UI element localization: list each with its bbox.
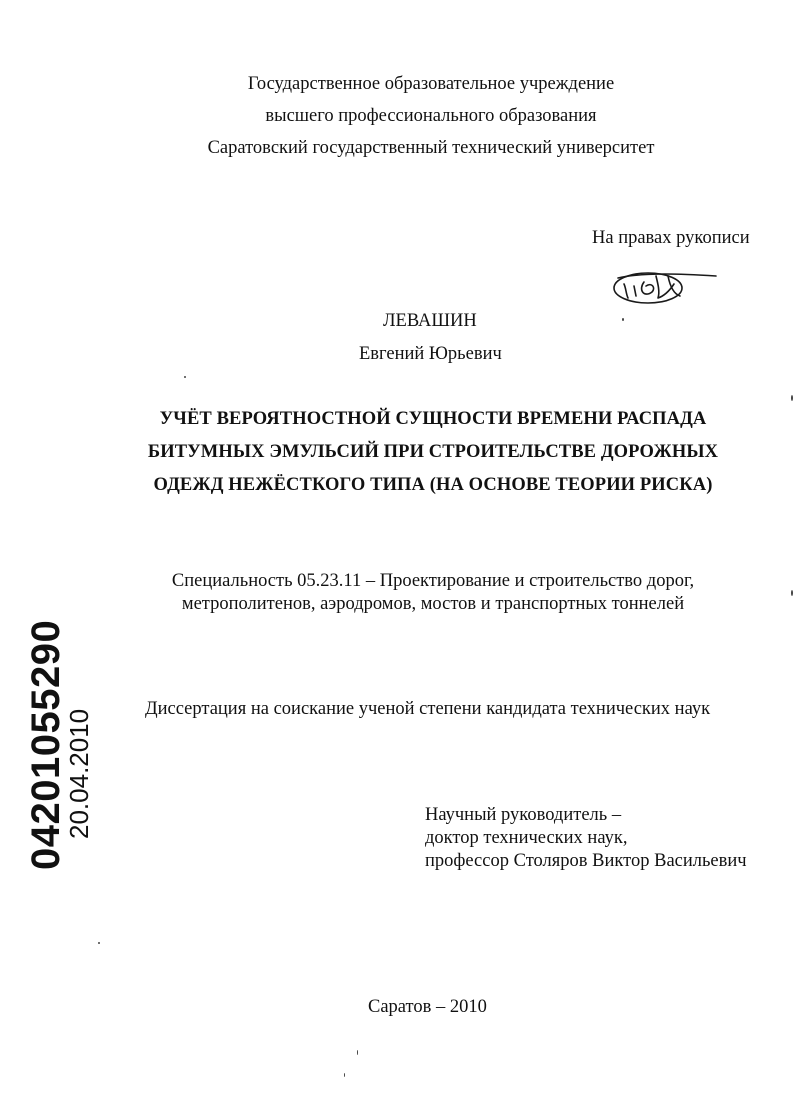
- specialty-line-1: Специальность 05.23.11 – Проектирование и строительство дорог,: [171, 571, 695, 591]
- scan-speck: [98, 942, 100, 944]
- institution-line-1: Государственное образовательное учреждение: [247, 74, 615, 94]
- scan-speck: [344, 1073, 345, 1077]
- supervisor-line-3: профессор Столяров Виктор Васильевич: [425, 851, 747, 871]
- manuscript-note: На правах рукописи: [592, 228, 750, 248]
- scan-speck: [184, 376, 186, 378]
- specialty-line-2: метрополитенов, аэродромов, мостов и транспортных тоннелей: [181, 594, 685, 614]
- title-line-1: УЧЁТ ВЕРОЯТНОСТНОЙ СУЩНОСТИ ВРЕМЕНИ РАСПАДА: [159, 409, 707, 429]
- place-year: Саратов – 2010: [368, 997, 487, 1017]
- scan-speck: [622, 318, 624, 321]
- stamp-number: 04201055290: [24, 619, 68, 870]
- signature-icon: [604, 262, 722, 314]
- title-line-2: БИТУМНЫХ ЭМУЛЬСИЙ ПРИ СТРОИТЕЛЬСТВЕ ДОРОЖНЫХ: [147, 442, 719, 462]
- scan-speck: [791, 590, 793, 596]
- supervisor-line-1: Научный руководитель –: [425, 805, 622, 825]
- author-given-names: Евгений Юрьевич: [359, 344, 502, 364]
- institution-line-3: Саратовский государственный технический университет: [207, 138, 655, 158]
- author-surname: ЛЕВАШИН: [383, 311, 477, 331]
- institution-line-2: высшего профессионального образования: [265, 106, 597, 126]
- scan-speck: [357, 1050, 358, 1055]
- stamp-date: 20.04.2010: [64, 708, 94, 839]
- scan-speck: [791, 395, 793, 401]
- supervisor-line-2: доктор технических наук,: [425, 828, 628, 848]
- dissertation-statement: Диссертация на соискание ученой степени кандидата технических наук: [145, 699, 711, 719]
- title-line-3: ОДЕЖД НЕЖЁСТКОГО ТИПА (НА ОСНОВЕ ТЕОРИИ РИСКА): [153, 475, 713, 495]
